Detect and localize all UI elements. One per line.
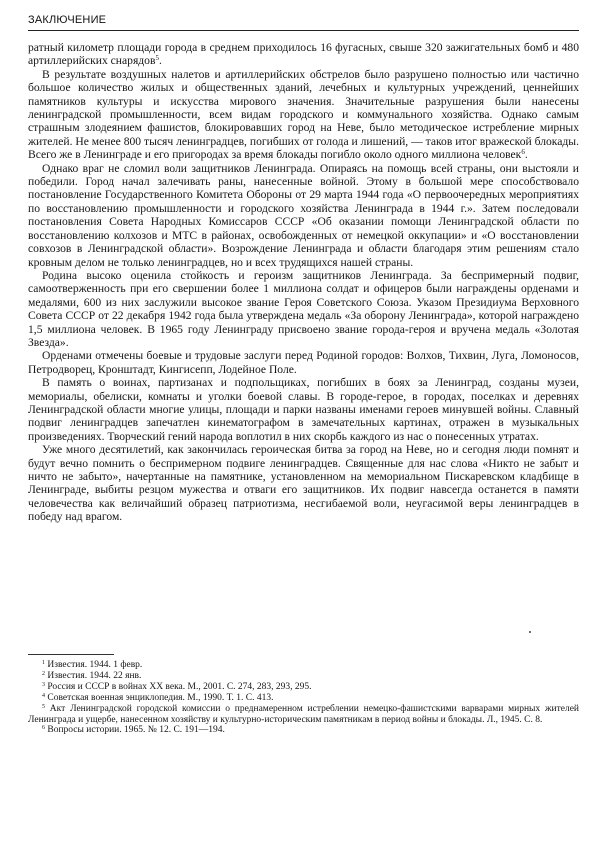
paragraph-text: ратный километр площади города в среднем приходилось 16 фугасных, свыше 320 зажигательных бомб и 480 артиллерийских снарядов (28, 41, 579, 68)
paragraph-4 (28, 269, 579, 349)
footnote-number: 6 (42, 725, 45, 732)
footnote-1 (28, 660, 579, 671)
footnote-text: Вопросы истории. 1965. № 12. С. 191—194. (47, 725, 225, 736)
footnote-number: 4 (42, 692, 45, 699)
paragraph-text: Однако враг не сломил воли защитников Ленинграда. Опираясь на помощь всей страны, они выстояли и победили. Город начал залечивать раны, нанесенные войной. Этому в большой мере способствовало постановление Государственного Комитета Обороны от 29 марта 1944 года «О первоочередных мероприятиях по восстановлению промышленности и городского хозяйства Ленинграда в 1944 г.». Затем последовали постановления Совета Народных Комиссаров СССР «Об оказании помощи Ленинградской области по восстановлению колхозов и МТС в районах, освобожденных от немецкой оккупации» и «О восстановлении совхозов в Ленинградской области». Возрождение Ленинграда и области благодаря этим решениям стало кровным делом не только ленинградцев, но и всех трудящихся нашей страны. (28, 161, 579, 269)
footnote-ref: 6 (521, 148, 525, 157)
paragraph-3 (28, 162, 579, 269)
footnote-6 (28, 725, 579, 736)
header-rule (28, 30, 579, 31)
paragraph-2 (28, 68, 579, 162)
footnote-number: 5 (42, 703, 45, 710)
running-head: ЗАКЛЮЧЕНИЕ (28, 14, 107, 26)
footnote-4 (28, 693, 579, 704)
paragraph-text: Уже много десятилетий, как закончилась героическая битва за город на Неве, но и сегодня люди помнят и будут вечно помнить о беспримерном подвиге ленинградцев. Священные для нас слова «Никто не забыт и ничто не забыто», начертанные на памятнике, установленном на мемориальном Пискаревском кладбище в Ленинграде, выбиты резцом мужества и отваги его защитников. Их подвиг навсегда останется в памяти человечества как величайший образец патриотизма, несгибаемой воли, неугасимой веры ленинградцев в победу над врагом. (28, 443, 579, 524)
footnote-text: Россия и СССР в войнах XX века. М., 2001. С. 274, 283, 293, 295. (47, 681, 312, 692)
paragraph-tail: . (158, 54, 162, 68)
footnote-text: Известия. 1944. 1 февр. (47, 660, 143, 670)
footnote-number: 1 (42, 660, 45, 666)
main-text (28, 41, 579, 524)
paragraph-text: В память о воинах, партизанах и подпольщиках, погибших в боях за Ленинград, созданы музеи, мемориалы, обелиски, комнаты и уголки боевой славы. В городе-герое, в городах, поселках и деревнях Ленинградской области многие улицы, площади и парки названы именами героев минувшей войны. Славный подвиг ленинградцев запечатлен кинематографом в замечательных картинах, отражен в музыкальных произведениях. Творческий гений народа воплотил в них скорбь каждого из нас о понесенных утратах. (28, 376, 579, 443)
footnote-number: 2 (42, 670, 45, 677)
paragraph-1 (28, 41, 579, 68)
paragraph-text: Родина высоко оценила стойкость и героизм защитников Ленинграда. За беспримерный подвиг, самоотверженность при его свершении более 1 миллиона солдат и офицеров были награждены орденами и медалями, 600 из них заслужили высокое звание Героя Советского Союза. Указом Президиума Верховного Совета СССР от 22 декабря 1942 года была утверждена медаль «За оборону Ленинграда», которой награждено 1,5 миллиона человек. В 1965 году Ленинграду присвоено звание города-героя и вручена медаль «Золотая Звезда». (28, 268, 579, 349)
footnote-ref: 5 (155, 54, 159, 63)
footnote-2 (28, 671, 579, 682)
print-speck (529, 631, 531, 633)
paragraph-5 (28, 349, 579, 376)
footnotes (28, 660, 579, 736)
footnote-text: Советская военная энциклопедия. М., 1990. Т. 1. С. 413. (47, 692, 274, 703)
footnote-number: 3 (42, 681, 45, 688)
paragraph-6 (28, 376, 579, 443)
footnote-rule (28, 654, 114, 655)
paragraph-tail: . (524, 148, 528, 162)
paragraph-text: Орденами отмечены боевые и трудовые заслуги перед Родиной городов: Волхов, Тихвин, Луга, Ломоносов, Петродворец, Кронштадт, Кингисепп, Лодейное Поле. (28, 349, 579, 376)
footnote-text: Известия. 1944. 22 янв. (47, 670, 142, 681)
footnote-5 (28, 704, 579, 726)
footnote-text: Акт Ленинградской городской комиссии о преднамеренном истреблении немецко-фашистскими варварами мирных жителей Ленинграда и ущербе, нанесенном хозяйству и культурно-историческим памятникам в период войны и блокады. Л., 1945. С. 8. (28, 703, 580, 725)
paragraph-7 (28, 443, 579, 523)
footnote-3 (28, 682, 579, 693)
paragraph-text: В результате воздушных налетов и артиллерийских обстрелов было разрушено полностью или частично большое количество жилых и общественных зданий, лечебных и культурных учреждений, ценнейших памятников культуры и искусства мирового значения. Значительные разрушения были нанесены ленинградской промышленности, всем видам городского и коммунального хозяйства. Однако самым страшным злодеянием фашистов, блокировавших город на Неве, было методическое истребление мирных жителей. Не менее 800 тысяч ленинградцев, погибших от голода и лишений, — таков итог вражеской блокады. Всего же в Ленинграде и его пригородах за время блокады погибло около одного миллиона человек (28, 67, 579, 162)
